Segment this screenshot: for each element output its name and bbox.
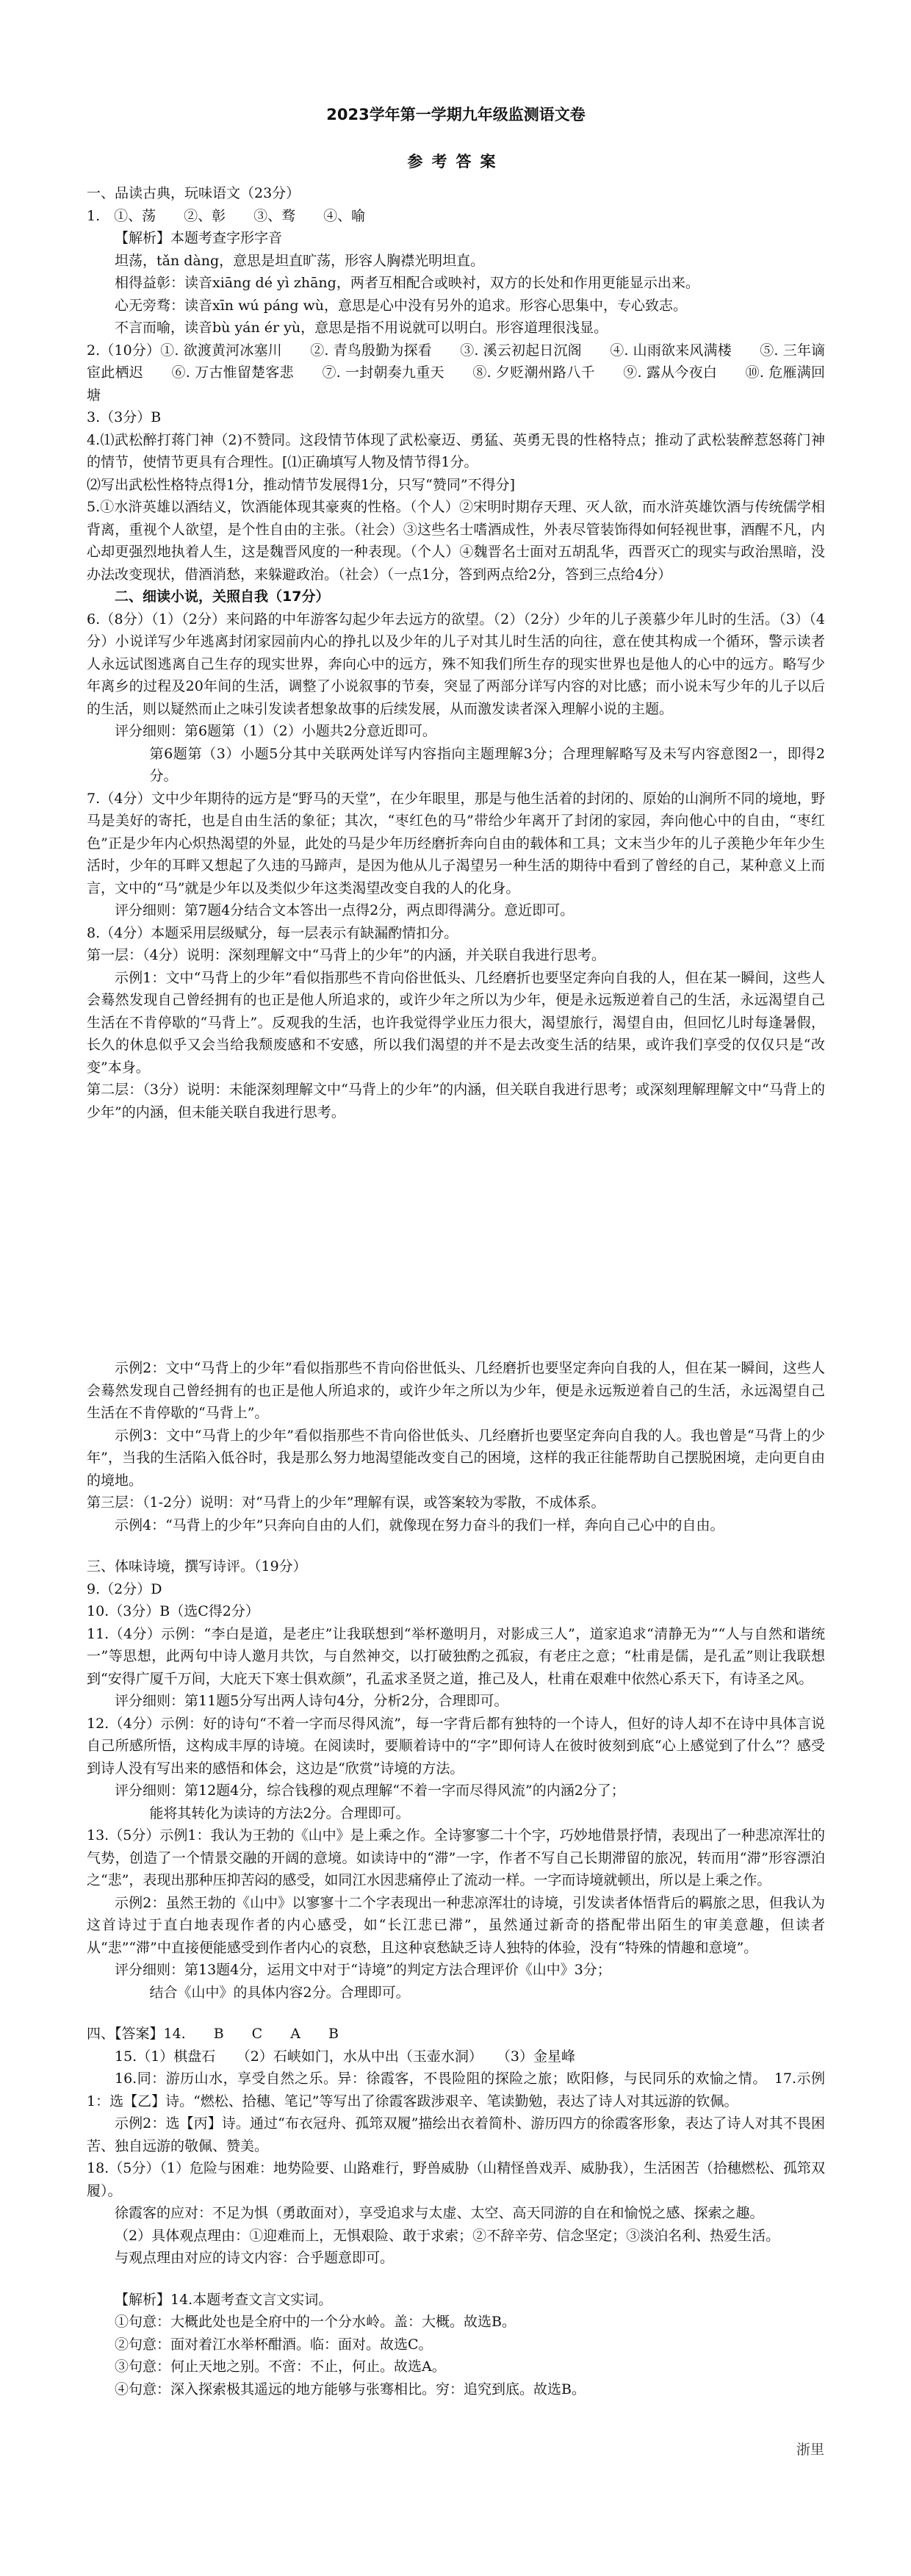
analysis-line: ③句意：何止天地之别。不啻：不止，何止。故选A。 (115, 2359, 446, 2375)
section-heading: 二、细读小说，关照自我（17分） (115, 589, 330, 605)
answer-q8-example: 示例1：文中“马背上的少年”看似指那些不肯向俗世低头、几经磨折也要坚定奔向自我的人，但在某一瞬间，这些人会蓦然发现自己曾经拥有的也正是他人所追求的，或许少年之所以为少年，便是永远叛逆着自己的生活，永远渴望自己生活在不肯停歇的“马背上”。反观我的生活，也许我觉得学业压力很大，渴望旅行，渴望自由，但回忆儿时每逢暑假，长久的休息似乎又会当给我颓废感和不安感，所以我们渴望的并不是去改变生活的结果，或许我们享受的仅仅只是“改变”本身。 (87, 969, 825, 1076)
section-heading: 一、品读古典，玩味语文（23分） (87, 185, 300, 201)
answer-q8-level: 第二层：（3分）说明：未能深刻理解文中“马背上的少年”的内涵，但关联自我进行思考；或深刻理解理解文中“马背上的少年”的内涵，但未能关联自我进行思考。 (87, 1082, 825, 1120)
answer-q2: 2.（10分）①. 欲渡黄河冰塞川 ②. 青鸟殷勤为探看 ③. 溪云初起日沉阁 ④. 山雨欲来风满楼 ⑤. 三年谪宦此栖迟 ⑥. 万古惟留楚客悲 ⑦. 一封朝奏九重天 ⑧. 夕贬潮州路八千 ⑨. 露从今夜白 ⑩. 危雁满回塘 (87, 342, 826, 403)
analysis-line: ④句意：深入探索极其遥远的地方能够与张骞相比。穷：追究到底。故选B。 (115, 2381, 586, 2397)
answer-q8-level: 第三层：（1-2分）说明：对“马背上的少年”理解有误，或答案较为零散，不成体系。 (87, 1494, 605, 1511)
answer-q18: 18.（5分）（1）危险与困难：地势险要、山路难行，野兽威胁（山精怪兽戏弄、威胁我），生活困苦（拾穗燃松、孤筇双履）。 (87, 2160, 825, 2199)
answer-q8-example: 示例3：文中“马背上的少年”看似指那些不肯向俗世低头、几经磨折也要坚定奔向自我的人。我也曾是“马背上的少年”，当我的生活陷入低谷时，我是那么努力地渴望能改变自己的困境，这样的我正往能帮助自己摆脱困境，走向更自由的境地。 (87, 1427, 825, 1489)
page-subtitle: 参考答案 (407, 153, 505, 170)
answer-q4: 4.⑴武松醉打蒋门神（2)不赞同。这段情节体现了武松豪迈、勇猛、英勇无畏的性格特点；推动了武松装醉惹怒蒋门神的情节，使情节更具有合理性。[⑴正确填写人物及情节得1分。 (87, 431, 825, 470)
answer-q3: 3.（3分）B (87, 409, 162, 425)
analysis-label: 【解析】14.本题考查文言文实词。 (115, 2291, 333, 2308)
answer-q15: 15.（1）棋盘石 （2）石峡如门，水从中出（玉壶水洞） （3）金星峰 (115, 2048, 575, 2065)
answer-q8-level: 第一层：（4分）说明：深刻理解文中“马背上的少年”的内涵，并关联自我进行思考。 (87, 947, 606, 963)
blank-space (87, 1123, 825, 1357)
scoring-rule: 评分细则：第13题4分，运用文中对于“诗境”的判定方法合理评价《山中》3分； (115, 1962, 611, 1978)
analysis-label: 【解析】本题考查字形字音 (115, 230, 283, 246)
answer-q7: 7.（4分）文中少年期待的远方是“野马的天堂”，在少年眼里，那是与他生活着的封闭的、原始的山涧所不同的境地，野马是美好的寄托，也是自由生活的象征；其次，“枣红色的马”带给少年离开了封闭的家园，奔向他心中的自由，“枣红色”正是少年内心炽热渴望的外显，此处的马是少年历经磨折奔向自由的载体和工具；文末当少年的儿子羡艳少年年少生活时，少年的耳畔又想起了久违的马蹄声，是因为他从儿子渴望另一种生活的期待中看到了曾经的自己，某种意义上而言，文中的“马”就是少年以及类似少年这类渴望改变自我的人的化身。 (87, 790, 825, 896)
analysis-line: ①句意：大概此处也是全府中的一个分水岭。盖：大概。故选B。 (115, 2314, 516, 2330)
footer-mark: 浙里 (796, 2442, 824, 2458)
answer-q8-example: 示例2：文中“马背上的少年”看似指那些不肯向俗世低头、几经磨折也要坚定奔向自我的人，但在某一瞬间，这些人会蓦然发现自己曾经拥有的也正是他人所追求的，或许少年之所以为少年，便是永远叛逆着自己的生活，永远渴望自己生活在不肯停歇的“马背上”。 (87, 1360, 825, 1421)
answer-q6: 6.（8分）（1）（2分）来问路的中年游客勾起少年去远方的欲望。（2）（2分）少年的儿子羡慕少年儿时的生活。（3）（4分）小说详写少年逃离封闭家园前内心的挣扎以及少年的儿子对其儿时生活的向往，意在使其构成一个循环，警示读者人永远试图逃离自己生存的现实世界，奔向心中的远方，殊不知我们所生存的现实世界也是他人的心中的远方。略写少年离乡的过程及20年间的生活，调整了小说叙事的节奏，突显了两部分详写内容的对比感；而小说未写少年的儿子以后的生活，则以疑然而止之味引发读者想象故事的后续发展，从而激发读者深入理解小说的主题。 (87, 611, 825, 717)
scoring-rule: 评分细则：第7题4分结合文本答出一点得2分，两点即得满分。意近即可。 (115, 902, 575, 918)
scoring-rule: 结合《山中》的具体内容2分。合理即可。 (149, 1984, 410, 2001)
scoring-rule: 评分细则：第6题第（1）（2）小题共2分意近即可。 (115, 723, 436, 739)
answer-document (87, 103, 825, 2400)
answer-q17-example: 示例2：选【丙】诗。通过“布衣冠舟、孤筇双履”描绘出衣着简朴、游历四方的徐霞客形象，表达了诗人对其不畏困苦、独自远游的敬佩、赞美。 (87, 2115, 825, 2154)
answer-q8-example: 示例4：“马背上的少年”只奔向自由的人们，就像现在努力奋斗的我们一样，奔向自己心中的自由。 (115, 1517, 724, 1533)
answer-q13-example: 示例2：虽然王勃的《山中》以寥寥十二个字表现出一种悲凉浑壮的诗境，引发读者体悟背后的羁旅之思，但我认为这首诗过于直白地表现作者的内心感受，如“长江悲已滞”，虽然通过新奇的搭配带出陌生的审美意趣，但读者从“悲”“滞”中直接便能感受到作者内心的哀愁，且这种哀愁缺乏诗人独特的体验，没有“特殊的情趣和意境”。 (87, 1894, 825, 1956)
spacer (87, 2004, 825, 2023)
answer-q5: 5.①水浒英雄以酒结义，饮酒能体现其豪爽的性格。（个人）②宋明时期存天理、灭人欲，而水浒英雄饮酒与传统儒学相背离，重视个人欲望，是个性自由的主张。（社会）③这些名士嗜酒成性，外表尽管装饰得如何轻视世事，酒醒不凡，内心却更强烈地执着人生，这是魏晋风度的一种表现。（个人）④魏晋名士面对五胡乱华，西晋灭亡的现实与政治黑暗，没办法改变现状，借酒消愁，来躲避政治。（社会）（一点1分，答到两点给2分，答到三点给4分） (87, 499, 825, 583)
analysis-line: 心无旁骛：读音xīn wú páng wù，意思是心中没有另外的追求。形容心思集中，专心致志。 (115, 297, 688, 314)
spacer (87, 1536, 825, 1555)
scoring-rule: 评分细则：第11题5分写出两人诗句4分，分析2分，合理即可。 (115, 1693, 508, 1709)
analysis-line: 相得益彰：读音xiāng dé yì zhāng，两者互相配合或映衬，双方的长处和作用更能显示出来。 (115, 275, 699, 291)
analysis-line: ②句意：面对着江水举杯酣酒。临：面对。故选C。 (115, 2336, 433, 2353)
page-title: 2023学年第一学期九年级监测语文卷 (326, 106, 586, 123)
answer-q13: 13.（5分）示例1：我认为王勃的《山中》是上乘之作。全诗寥寥二十个字，巧妙地借景抒情，表现出了一种悲凉浑壮的气势，创造了一个情景交融的开阔的意境。如读诗中的“滞”一字，作者不写自己长期滞留的旅况，转而用“滞”形容漂泊之“悲”，表现出那种压抑苦闷的感受，如同江水因悲痛停止了流动一样。一字而诗境就顿出，所以是上乘之作。 (87, 1827, 825, 1888)
scoring-rule: 第6题第（3）小题5分其中关联两处详写内容指向主题理解3分；合理理解略写及未写内容意图2一，即得2分。 (149, 745, 825, 784)
section-heading: 三、体味诗境，撰写诗评。（19分） (87, 1558, 307, 1575)
scoring-rule: 能将其转化为读诗的方法2分。合理即可。 (149, 1805, 410, 1821)
spacer (87, 2270, 825, 2289)
answer-q8: 8.（4分）本题采用层级赋分，每一层表示有缺漏酌情扣分。 (87, 924, 458, 941)
answer-q14: 四、【答案】14. B C A B (87, 2026, 339, 2042)
answer-q18-line: 与观点理由对应的诗文内容：合乎题意即可。 (115, 2250, 395, 2266)
analysis-line: 不言而喻，读音bù yán ér yù，意思是指不用说就可以明白。形容道理很浅显。 (115, 320, 608, 336)
scoring-rule: 评分细则：第12题4分，综合钱穆的观点理解“不着一字而尽得风流”的内涵2分了； (115, 1782, 625, 1799)
answer-q12: 12.（4分）示例：好的诗句“不着一字而尽得风流”，每一字背后都有独特的一个诗人，但好的诗人却不在诗中具体言说自己所感所悟，这构成丰厚的诗境。在阅读时，要顺着诗中的“字”即何诗人在彼时彼刻到底“心上感觉到了什么”？感受到诗人没有写出来的感悟和体会，这边是“欣赏”诗境的方法。 (87, 1715, 825, 1777)
answer-q11: 11.（4分）示例：“李白是道，是老庄”让我联想到“举杯邀明月，对影成三人”，道家追求“清静无为”“人与自然和谐统一”等思想，此两句中诗人邀月共饮，与自然神交，以打破独酌之孤寂，有老庄之意；“杜甫是儒，是孔孟”则让我联想到“安得广厦千万间，大庇天下寒士俱欢颜”，孔孟求圣贤之道，推己及人，杜甫在艰难中依然心系天下，有诗圣之风。 (87, 1625, 825, 1687)
answer-q4-scoring: ⑵写出武松性格特点得1分，推动情节发展得1分，只写“赞同”不得分] (87, 476, 516, 493)
answer-q16-17: 16.同：游历山水，享受自然之乐。异：徐霞客，不畏险阻的探险之旅；欧阳修，与民同乐的欢愉之情。 17.示例1：选【乙】诗。“燃松、拾穗、笔记”等写出了徐霞客跋涉艰辛、笔读勤勉，表达了诗人对其远游的钦佩。 (87, 2070, 825, 2109)
answer-q1: 1. ①、荡 ②、彰 ③、骛 ④、喻 (87, 207, 366, 224)
analysis-line: 坦荡，tǎn dàng，意思是坦直旷荡，形容人胸襟光明坦直。 (115, 252, 485, 269)
answer-q18-line: 徐霞客的应对：不足为惧（勇敢面对），享受追求与太虚、太空、高天同游的自在和愉悦之感、探索之趣。 (115, 2205, 764, 2221)
answer-q18-line: （2）具体观点理由：①迎难而上，无惧艰险、敢于求索；②不辞辛劳、信念坚定；③淡泊名利、热爱生活。 (115, 2227, 780, 2244)
answer-q10: 10.（3分）B（选C得2分） (87, 1603, 259, 1619)
answer-q9: 9.（2分）D (87, 1580, 162, 1597)
